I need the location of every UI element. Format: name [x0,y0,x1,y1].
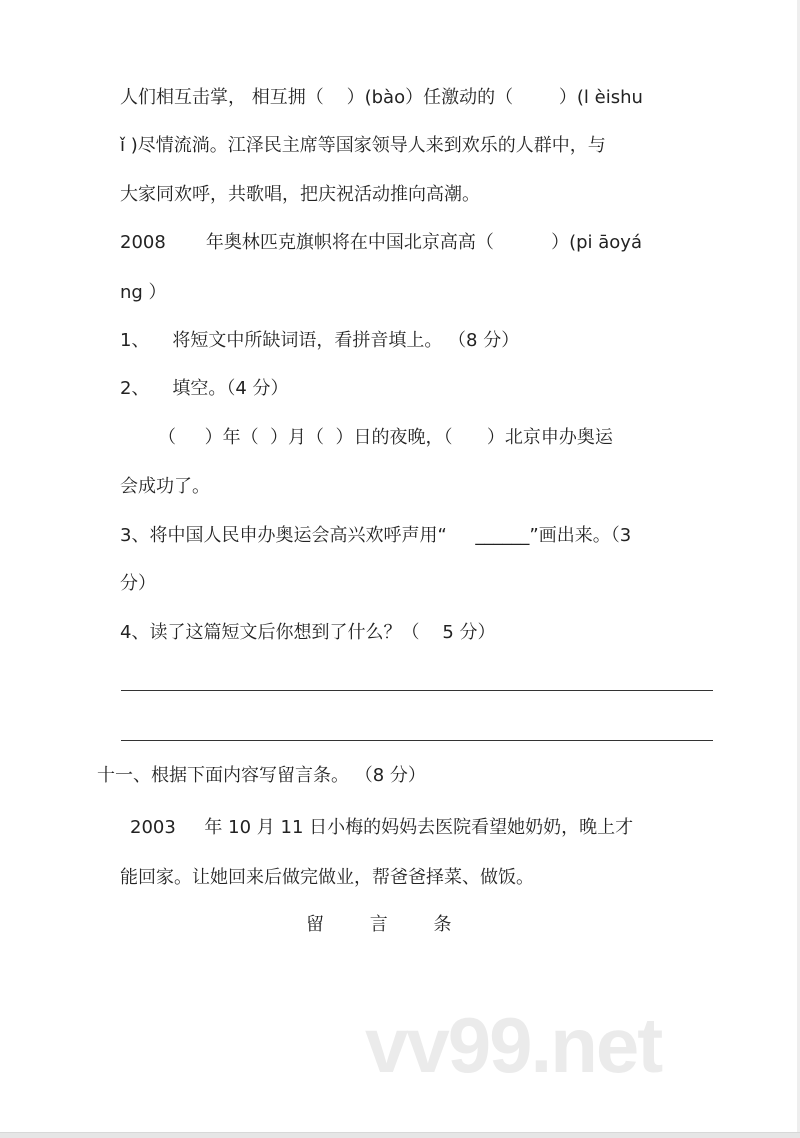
text-line: 分） [120,573,156,594]
page-bottom-edge [0,1132,800,1138]
text-line: （ ）年（ ）月（ ）日的夜晚，（ ）北京申办奥运 [158,427,613,448]
question-3: 3、将中国人民申办奥运会高兴欢呼声用“ ______”画出来。（3 [120,525,632,546]
answer-line [121,740,713,741]
question-1: 1、 将短文中所缺词语，看拼音填上。 （8 分） [120,330,520,351]
text-line: ǐ )尽情流淌。江泽民主席等国家领导人来到欢乐的人群中，与 [120,135,606,156]
text-line: 2008 年奥林匹克旗帜将在中国北京高高（ ）(pi āoyá [120,232,642,253]
watermark: vv99.net [365,1001,662,1089]
text-line: ng ） [120,282,167,303]
question-4: 4、读了这篇短文后你想到了什么？（ 5 分） [120,622,496,643]
question-2: 2、 填空。（4 分） [120,378,289,399]
answer-line [121,690,713,691]
section-title: 十一、根据下面内容写留言条。 （8 分） [97,765,426,786]
text-line: 人们相互击掌， 相互拥（ ）(bào）任激动的（ ）(l èishu [120,87,643,108]
text-line: 2003 年 10 月 11 日小梅的妈妈去医院看望她奶奶，晚上才 [130,817,634,838]
text-line: 能回家。让她回来后做完做业，帮爸爸择菜、做饭。 [120,867,534,888]
note-heading: 留 言 条 [306,914,452,935]
text-line: 会成功了。 [120,476,210,497]
text-line: 大家同欢呼，共歌唱，把庆祝活动推向高潮。 [120,184,480,205]
